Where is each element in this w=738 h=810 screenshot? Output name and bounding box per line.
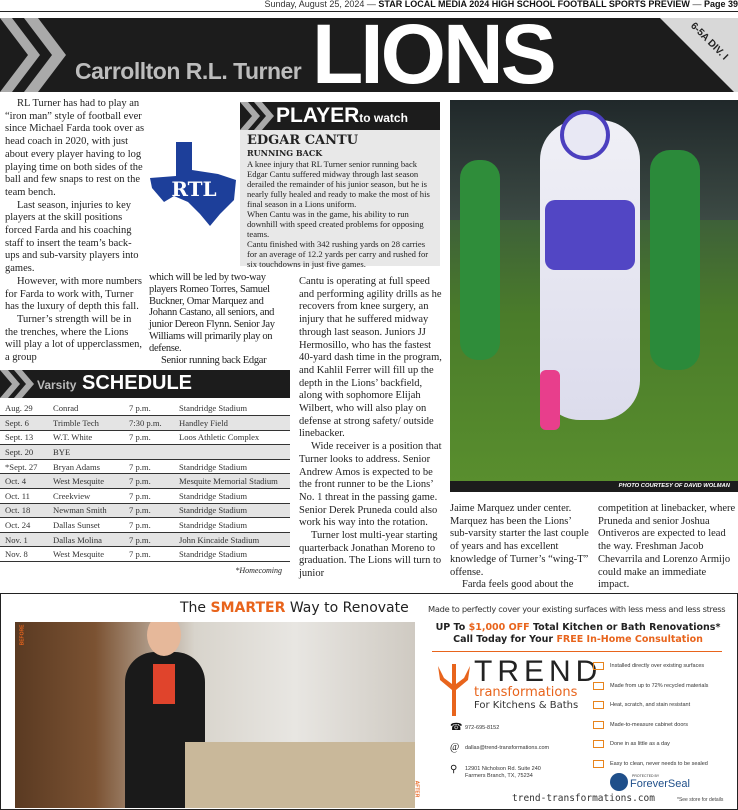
game-date: Oct. 4 bbox=[0, 474, 48, 489]
opponent: West Mesquite bbox=[48, 474, 124, 489]
page-header bbox=[0, 0, 738, 12]
game-date: Aug. 29 bbox=[0, 401, 48, 416]
game-time: 7 p.m. bbox=[124, 430, 174, 445]
game-time: 7:30 p.m. bbox=[124, 416, 174, 431]
game-date: Oct. 24 bbox=[0, 518, 48, 533]
game-time: 7 p.m. bbox=[124, 401, 174, 416]
foreverseal-logo: ForeverSeal bbox=[630, 778, 690, 790]
player-header-big: PLAYER bbox=[276, 104, 360, 127]
address-line: Farmers Branch, TX, 75234 bbox=[465, 773, 533, 779]
ad-title bbox=[180, 600, 409, 616]
article-column-4 bbox=[450, 503, 590, 592]
team-banner bbox=[0, 18, 738, 92]
schedule-header bbox=[0, 370, 290, 398]
t: FREE In-Home Consultation bbox=[556, 634, 703, 645]
feature-text: Installed directly over existing surfaces bbox=[610, 663, 705, 669]
game-time: 7 p.m. bbox=[124, 489, 174, 504]
brand-tagline: For Kitchens & Baths bbox=[474, 700, 579, 711]
feature-text: Easy to clean, never needs to be sealed bbox=[610, 760, 708, 767]
ad-title-accent: SMARTER bbox=[210, 600, 286, 616]
opponent: Bryan Adams bbox=[48, 459, 124, 474]
t: Way to Renovate bbox=[289, 600, 409, 616]
game-date: Sept. 6 bbox=[0, 416, 48, 431]
player-header bbox=[240, 102, 440, 130]
game-time: 7 p.m. bbox=[124, 532, 174, 547]
address-line: 12901 Nicholson Rd. Suite 240 bbox=[465, 766, 541, 772]
paragraph: Senior running back Edgar bbox=[161, 354, 267, 366]
opponent: West Mesquite bbox=[48, 547, 124, 562]
venue: Standridge Stadium bbox=[174, 547, 290, 562]
page-number: Page 39 bbox=[703, 0, 738, 9]
team-name: LIONS bbox=[312, 18, 554, 92]
before-label: BEFORE bbox=[19, 624, 26, 646]
chevron-icon bbox=[0, 370, 40, 398]
paragraph: Last season, injuries to key players at the skill positions forced Farda and his coaching staff to insert the team’s back-ups and sub-varsity players into games. bbox=[5, 199, 139, 275]
game-time: 7 p.m. bbox=[124, 459, 174, 474]
ad-tagline: Made to perfectly cover your existing surfaces with less mess and less stress bbox=[428, 604, 726, 614]
feature-icon bbox=[593, 682, 604, 690]
venue: Standridge Stadium bbox=[174, 459, 290, 474]
feature-icon bbox=[593, 740, 604, 748]
schedule-row bbox=[0, 430, 290, 445]
game-time: 7 p.m. bbox=[124, 474, 174, 489]
opponent: Creekview bbox=[48, 489, 124, 504]
phone[interactable]: 972-695-8152 bbox=[465, 725, 500, 731]
schedule-row bbox=[0, 401, 290, 416]
publication: STAR LOCAL MEDIA 2024 HIGH SCHOOL FOOTBALL SPORTS PREVIEW bbox=[378, 0, 690, 9]
paragraph: RL Turner has had to play an “iron man” style of football ever since Michael Farda took over as head coach in 2020, with just about every player having to log playing time on both sides of the ball and few snaps to rest on the team bench. bbox=[5, 98, 145, 198]
opponent: W.T. White bbox=[48, 430, 124, 445]
feature-icon bbox=[593, 721, 604, 729]
article-column-2 bbox=[149, 272, 293, 366]
feature-icon bbox=[593, 760, 604, 768]
paragraph: Cantu finished with 342 rushing yards on 28 carries for an average of 12.2 yards per carry and rushed for six touchdowns in just five games. bbox=[247, 239, 429, 269]
game-time: 7 p.m. bbox=[124, 503, 174, 518]
ad-disclaimer: *See store for details bbox=[677, 797, 724, 803]
venue: Loos Athletic Complex bbox=[174, 430, 290, 445]
game-date: Nov. 8 bbox=[0, 547, 48, 562]
article-column-3 bbox=[299, 276, 442, 581]
schedule-row bbox=[0, 445, 290, 460]
schedule-row bbox=[0, 532, 290, 547]
article-column-1 bbox=[5, 98, 145, 365]
homecoming-note: *Homecoming bbox=[235, 566, 282, 575]
t: The bbox=[180, 600, 207, 616]
game-date: Oct. 11 bbox=[0, 489, 48, 504]
paragraph: A knee injury that RL Turner senior running back Edgar Cantu suffered midway through last season derailed the remainder of his junior season, but he is nearly fully healed and ready to make the most of his final season in a Lions uniform. bbox=[247, 159, 430, 209]
email[interactable]: dallas@trend-transformations.com bbox=[465, 745, 550, 751]
coral-logo-icon bbox=[436, 660, 472, 716]
logo-text: RTL bbox=[171, 177, 217, 201]
after-label: AFTER bbox=[413, 780, 420, 798]
venue: Standridge Stadium bbox=[174, 401, 290, 416]
schedule-row bbox=[0, 459, 290, 474]
opponent: Newman Smith bbox=[48, 503, 124, 518]
sep: — bbox=[366, 0, 376, 9]
opponent: BYE bbox=[48, 445, 124, 460]
paragraph: When Cantu was in the game, his ability to run downhill with speed created problems for opposing teams. bbox=[247, 209, 424, 239]
player-to-watch bbox=[240, 102, 440, 269]
schedule-row bbox=[0, 489, 290, 504]
ad-url[interactable]: trend-transformations.com bbox=[512, 793, 655, 804]
photo-credit: PHOTO COURTESY OF DAVID WOLMAN bbox=[450, 481, 738, 492]
schedule-table bbox=[0, 401, 290, 562]
opponent: Trimble Tech bbox=[48, 416, 124, 431]
article-column-5 bbox=[598, 503, 738, 592]
team-logo bbox=[148, 140, 240, 228]
feature-text: Made-to-measure cabinet doors bbox=[610, 721, 688, 728]
paragraph: However, with more numbers for Farda to work with, Turner has the luxury of depth this fall. bbox=[5, 275, 142, 313]
schedule-row bbox=[0, 547, 290, 562]
player-body bbox=[247, 159, 434, 269]
game-time: 7 p.m. bbox=[124, 547, 174, 562]
schedule-row bbox=[0, 503, 290, 518]
phone-icon: ☎ bbox=[450, 722, 463, 733]
chevron-icon bbox=[0, 18, 80, 92]
paragraph: Wide receiver is a position that Turner looks to address. Senior Andrew Amos is expected to be the front runner to be the Lions’ No. 1 threat in the passing game. Senior Derek Pruneda could also work his way into the rotation. bbox=[299, 441, 442, 529]
foreverseal-icon bbox=[610, 773, 628, 791]
schedule-title-small: Varsity bbox=[37, 378, 77, 392]
paragraph: Cantu is operating at full speed and performing agility drills as he recovers from knee surgery, an injury that he suffered midway through last season. Juniors JJ Hermosillo, who has the fastest 40-yard dash time in the program, and Kahlil Ferrer will fill up the depth in the Lions’ backfield, along with sophomore Elijah Wilbert, who will also play on defense at strong safety/ outside linebacker. bbox=[299, 276, 442, 440]
t: UP To bbox=[435, 622, 466, 633]
game-date: *Sept. 27 bbox=[0, 459, 48, 474]
paragraph: Farda feels good about the bbox=[462, 579, 574, 591]
t: Total Kitchen or Bath Renovations* bbox=[532, 622, 721, 633]
schedule-title: SCHEDULE bbox=[82, 372, 193, 394]
email-icon: @ bbox=[450, 742, 460, 753]
feature-icon bbox=[593, 662, 604, 670]
divider bbox=[432, 651, 722, 652]
game-date: Oct. 18 bbox=[0, 503, 48, 518]
ad-offer bbox=[428, 622, 728, 646]
paragraph: which will be led by two-way players Romeo Torres, Samuel Buckner, Omar Marquez and Johann Castano, all seniors, and junior Dereon Flynn. Senior Jay Williams will primarily play on defense. bbox=[149, 272, 275, 354]
schedule-row bbox=[0, 518, 290, 533]
seal-small: PROTECTED BY bbox=[632, 774, 660, 778]
paragraph: Jaime Marquez under center. Marquez has been the Lions’ sub-varsity starter the last couple of years and has excellent knowledge of Turner’s “wing-T” offense. bbox=[450, 503, 589, 578]
date: Sunday, August 25, 2024 bbox=[264, 0, 365, 9]
venue: John Kincaide Stadium bbox=[174, 532, 290, 547]
game-photo bbox=[450, 100, 738, 492]
school-name: Carrollton R.L. Turner bbox=[75, 58, 302, 84]
venue: Handley Field bbox=[174, 416, 290, 431]
opponent: Conrad bbox=[48, 401, 124, 416]
paragraph: competition at linebacker, where Pruneda and senior Joshua Ontiveros are expected to lead the way. Freshman Jacob Chevarrila and Lorenzo Armijo could make an immediate impact. bbox=[598, 503, 736, 591]
brand-name: TREND bbox=[474, 655, 603, 688]
feature-text: Done in as little as a day bbox=[610, 741, 670, 747]
paragraph: Turner’s strength will be in the trenches, where the Lions will play a lot of upperclassmen, a group bbox=[5, 313, 143, 364]
game-date: Sept. 13 bbox=[0, 430, 48, 445]
ad-kitchen-photo bbox=[15, 622, 415, 808]
game-time bbox=[124, 445, 174, 460]
sep: — bbox=[692, 0, 702, 9]
feature-icon bbox=[593, 701, 604, 709]
venue: Standridge Stadium bbox=[174, 489, 290, 504]
feature-text: Heat, scratch, and stain resistant bbox=[610, 702, 691, 708]
game-time: 7 p.m. bbox=[124, 518, 174, 533]
opponent: Dallas Molina bbox=[48, 532, 124, 547]
t: $1,000 OFF bbox=[468, 622, 530, 633]
schedule-row bbox=[0, 474, 290, 489]
game-date: Sept. 20 bbox=[0, 445, 48, 460]
venue: Mesquite Memorial Stadium bbox=[174, 474, 290, 489]
opponent: Dallas Sunset bbox=[48, 518, 124, 533]
location-pin-icon: ⚲ bbox=[450, 764, 458, 775]
venue: Standridge Stadium bbox=[174, 518, 290, 533]
chevron-icon bbox=[240, 102, 280, 130]
player-header-small: to watch bbox=[359, 111, 408, 125]
division-label: 6-5A DIV. I bbox=[688, 20, 730, 63]
schedule-row bbox=[0, 416, 290, 431]
game-date: Nov. 1 bbox=[0, 532, 48, 547]
t: Call Today for Your bbox=[453, 634, 554, 645]
player-name: EDGAR CANTU bbox=[247, 133, 359, 148]
feature-text: Made from up to 72% recycled materials bbox=[610, 682, 709, 689]
address bbox=[465, 766, 541, 780]
player-position: RUNNING BACK bbox=[247, 148, 323, 158]
brand-sub: transformations bbox=[474, 685, 578, 700]
venue: Standridge Stadium bbox=[174, 503, 290, 518]
venue bbox=[174, 445, 290, 460]
paragraph: Turner lost multi-year starting quarterback Jonathan Moreno to graduation. The Lions will turn to junior bbox=[299, 530, 442, 580]
